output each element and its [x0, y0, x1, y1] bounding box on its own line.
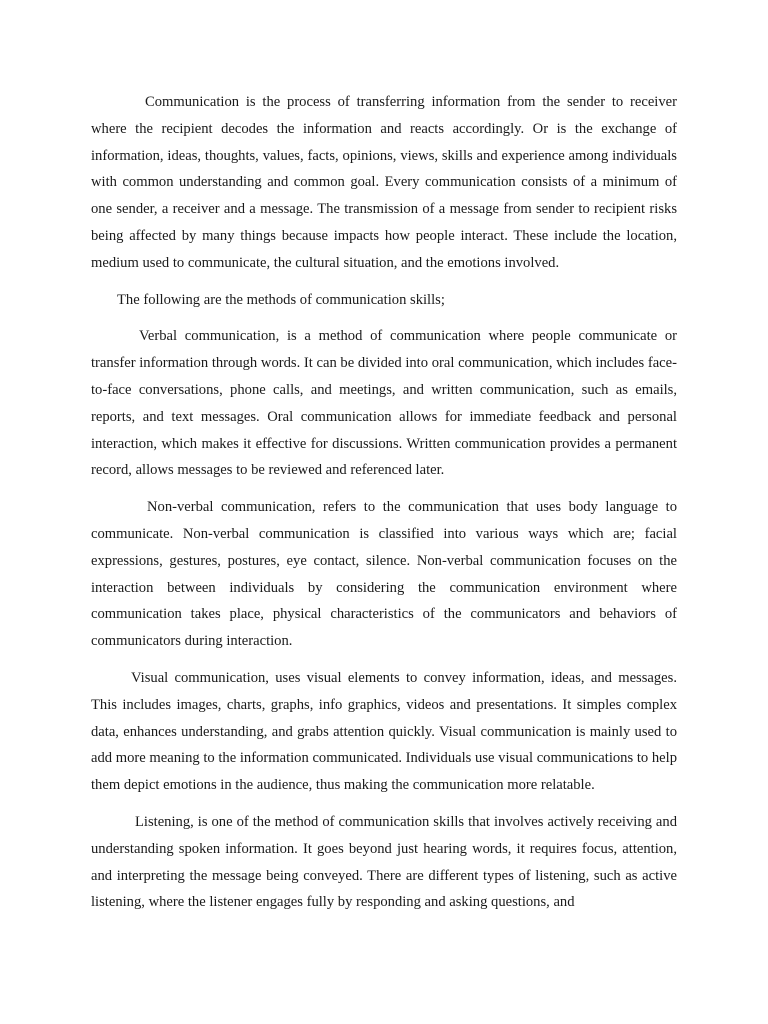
paragraph-listening: Listening, is one of the method of communication skills that involves actively receiving and understanding spoken information. It goes beyond just hearing words, it requires focus, attention, and interpreting the message being conveyed. There are different types of listening, such as active listening, where the listener engages fully by responding and asking questions, and — [91, 813, 677, 911]
paragraph-methods-intro: The following are the methods of communication skills; — [117, 291, 445, 308]
paragraph-visual-communication: Visual communication, uses visual elements to convey information, ideas, and messages. This includes images, charts, graphs, info graphics, videos and presentations. It simples complex data, enhances understanding, and grabs attention quickly. Visual communication is mainly used to add more meaning to the information communicated. Individuals use visual communications to help them depict emotions in the audience, thus making the communication more relatable. — [91, 669, 677, 794]
paragraph-verbal-communication: Verbal communication, is a method of communication where people communicate or transfer information through words. It can be divided into oral communication, which includes face-to-face conversations, phone calls, and meetings, and written communication, such as emails, reports, and text messages. Oral communication allows for immediate feedback and personal interaction, which makes it effective for discussions. Written communication provides a permanent record, allows messages to be reviewed and referenced later. — [91, 328, 677, 479]
paragraph-communication-definition: Communication is the process of transferring information from the sender to receiver where the recipient decodes the information and reacts accordingly. Or is the exchange of information, ideas, thoughts, values, facts, opinions, views, skills and experience among individuals with common understanding and common goal. Every communication consists of a minimum of one sender, a receiver and a message. The transmission of a message from sender to recipient risks being affected by many things because impacts how people interact. These include the location, medium used to communicate, the cultural situation, and the emotions involved. — [91, 94, 677, 271]
document-body — [91, 89, 677, 926]
paragraph-nonverbal-communication: Non-verbal communication, refers to the communication that uses body language to communicate. Non-verbal communication is classified into various ways which are; facial expressions, gestures, postures, eye contact, silence. Non-verbal communication focuses on the interaction between individuals by considering the communication environment where communication takes place, physical characteristics of the communicators and behaviors of communicators during interaction. — [91, 499, 677, 650]
